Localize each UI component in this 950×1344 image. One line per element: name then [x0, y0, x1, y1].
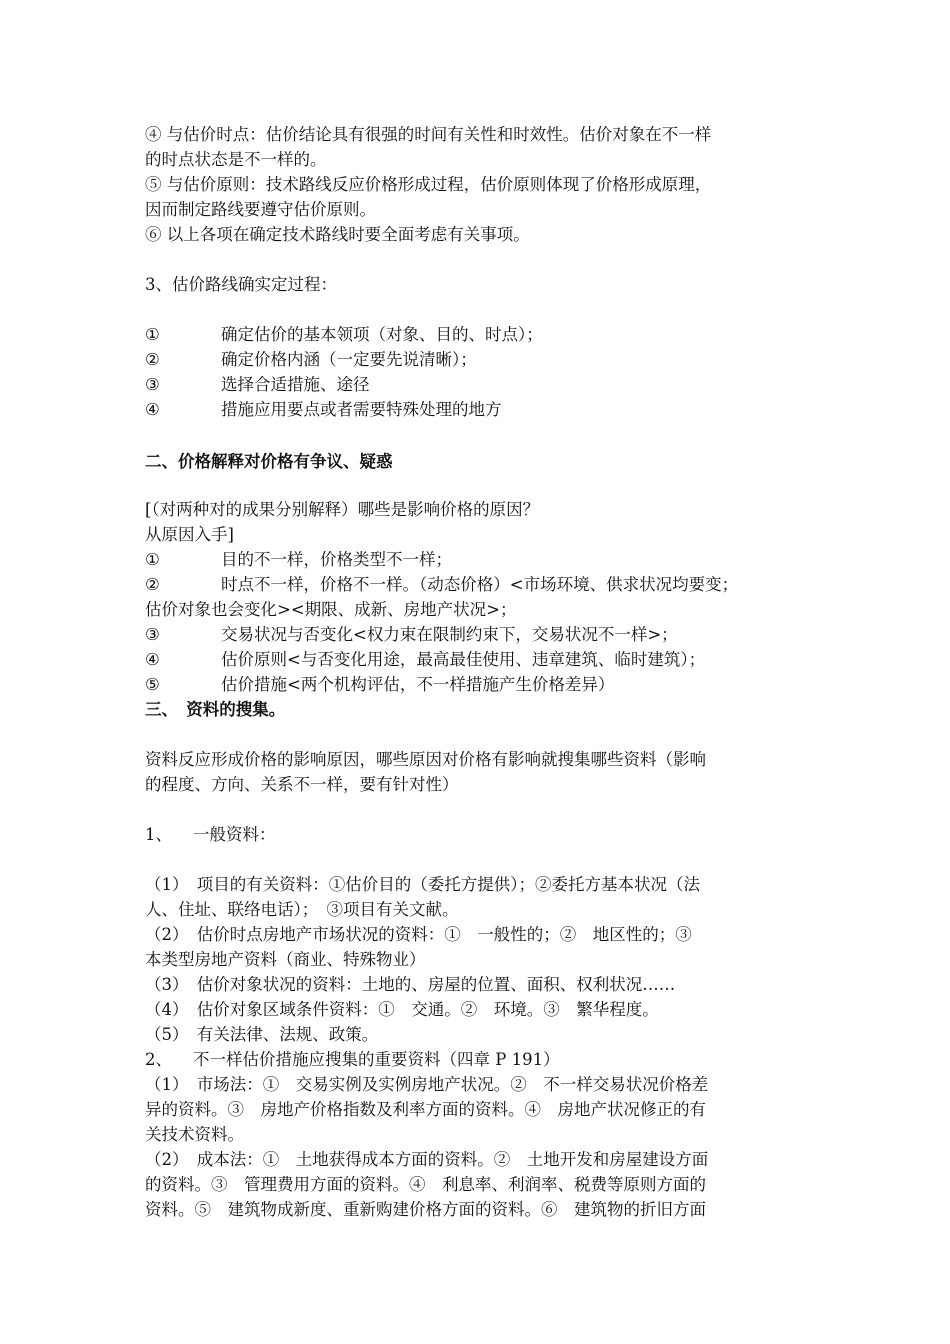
list-item	[145, 547, 815, 572]
list-number: ③	[145, 375, 160, 394]
text-line: 的资料。③ 管理费用方面的资料。④ 利息率、利润率、税费等原则方面的	[145, 1175, 706, 1194]
text-line: （2） 估价时点房地产市场状况的资料：① 一般性的；② 地区性的；③	[145, 925, 692, 944]
text-line: 的程度、方向、关系不一样，要有针对性）	[145, 775, 459, 794]
section-heading: 3、估价路线确实定过程：	[145, 275, 337, 294]
text-line: 关技术资料。	[145, 1125, 244, 1144]
text-line: 从原因入手]	[145, 525, 234, 544]
section-heading: 三、 资料的搜集。	[145, 700, 286, 719]
list-item	[145, 347, 815, 372]
text-line: [（对两种对的成果分别解释）哪些是影响价格的原因？	[145, 500, 540, 519]
list-item	[145, 672, 815, 697]
text-line: （5） 有关法律、法规、政策。	[145, 1025, 379, 1044]
text-line: 资料反应形成价格的影响原因，哪些原因对价格有影响就搜集哪些资料（影响	[145, 750, 706, 769]
subsection-title: 不一样估价措施应搜集的重要资料（四章 P 191）	[193, 1050, 560, 1069]
list-number: ⑤	[145, 675, 160, 694]
text-line: （4） 估价对象区域条件资料：① 交通。② 环境。③ 繁华程度。	[145, 1000, 659, 1019]
list-item	[145, 647, 815, 672]
text-line: 的时点状态是不一样的。	[145, 150, 327, 169]
list-number: ③	[145, 625, 160, 644]
list-text: 确定价格内涵（一定要先说清晰）；	[221, 350, 477, 369]
list-number: ①	[145, 325, 160, 344]
list-text: 目的不一样，价格类型不一样；	[221, 550, 452, 569]
list-text: 确定估价的基本领项（对象、目的、时点）；	[221, 325, 543, 344]
text-line: 资料。⑤ 建筑物成新度、重新购建价格方面的资料。⑥ 建筑物的折旧方面	[145, 1200, 706, 1219]
text-line: 人、住址、联络电话）； ③项目有关文献。	[145, 900, 459, 919]
list-text: 措施应用要点或者需要特殊处理的地方	[221, 400, 502, 419]
section-heading: 二、价格解释对价格有争议、疑惑	[145, 452, 393, 471]
text-line: （1） 市场法：① 交易实例及实例房地产状况。② 不一样交易状况价格差	[145, 1075, 709, 1094]
subsection-heading	[145, 822, 815, 847]
subsection-heading	[145, 1047, 815, 1072]
text-line: （1） 项目的有关资料：①估价目的（委托方提供）；②委托方基本状况（法	[145, 875, 700, 894]
text-line: 本类型房地产资料（商业、特殊物业）	[145, 950, 426, 969]
text-line: 异的资料。③ 房地产价格指数及利率方面的资料。④ 房地产状况修正的有	[145, 1100, 706, 1119]
list-number: ④	[145, 650, 160, 669]
list-text: 选择合适措施、途径	[221, 375, 370, 394]
subsection-number: 2、	[145, 1050, 172, 1069]
list-number: ②	[145, 575, 160, 594]
list-number: ②	[145, 350, 160, 369]
list-number: ④	[145, 400, 160, 419]
document-body	[145, 122, 815, 1222]
text-line: ④ 与估价时点：估价结论具有很强的时间有关性和时效性。估价对象在不一样	[145, 125, 712, 144]
list-text: 时点不一样，价格不一样。（动态价格）<市场环境、供求状况均要变；	[221, 575, 739, 594]
subsection-number: 1、	[145, 825, 172, 844]
list-item-continuation: 估价对象也会变化><期限、成新、房地产状况>；	[145, 600, 517, 619]
list-number: ①	[145, 550, 160, 569]
list-text: 估价原则<与否变化用途，最高最佳使用、违章建筑、临时建筑）；	[221, 650, 706, 669]
list-text: 估价措施<两个机构评估，不一样措施产生价格差异）	[221, 675, 615, 694]
list-item	[145, 622, 815, 647]
text-line: ⑥ 以上各项在确定技术路线时要全面考虑有关事项。	[145, 225, 530, 244]
subsection-title: 一般资料：	[193, 825, 276, 844]
list-text: 交易状况与否变化<权力束在限制约束下，交易状况不一样>；	[221, 625, 678, 644]
list-item	[145, 397, 815, 422]
text-line: （2） 成本法：① 土地获得成本方面的资料。② 土地开发和房屋建设方面	[145, 1150, 709, 1169]
list-item	[145, 372, 815, 397]
text-line: （3） 估价对象状况的资料：土地的、房屋的位置、面积、权利状况……	[145, 975, 676, 994]
text-line: ⑤ 与估价原则：技术路线反应价格形成过程，估价原则体现了价格形成原理，	[145, 175, 712, 194]
list-item	[145, 572, 815, 597]
text-line: 因而制定路线要遵守估价原则。	[145, 200, 376, 219]
list-item	[145, 322, 815, 347]
